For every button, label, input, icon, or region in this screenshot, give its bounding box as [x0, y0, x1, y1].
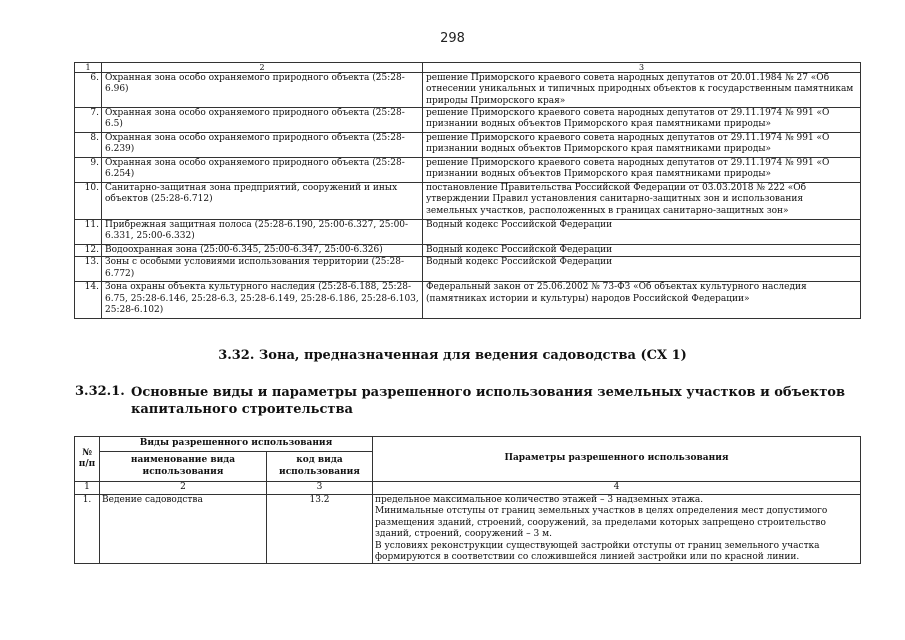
header-cell: 2	[102, 63, 423, 73]
legal-basis: Федеральный закон от 25.06.2002 № 73-ФЗ «Об объектах культурного наследия (памятниках истории и культуры) народов Российской Федерации»	[423, 282, 861, 319]
row-number: 1.	[75, 495, 100, 564]
zone-name: Охранная зона особо охраняемого природного объекта (25:28-6.254)	[102, 158, 423, 183]
parameter-text: предельное максимальное количество этажей – 3 надземных этажа.	[375, 495, 704, 505]
row-number: 13.	[75, 257, 102, 282]
legal-basis: Водный кодекс Российской Федерации	[423, 257, 861, 282]
row-number: 9.	[75, 158, 102, 183]
table-row	[75, 220, 861, 245]
row-number: 8.	[75, 133, 102, 158]
table-row	[75, 257, 861, 282]
legal-basis: Водный кодекс Российской Федерации	[423, 220, 861, 245]
zone-name: Санитарно-защитная зона предприятий, сооружений и иных объектов (25:28-6.712)	[102, 183, 423, 220]
table-row	[75, 245, 861, 257]
table-row	[75, 108, 861, 133]
parameter-text: Минимальные отступы от границ земельных участков в целях определения мест допустимого размещения зданий, строений, сооружений, за пределами которых запрещено строительство зданий, строений, сооружений – 3 м.	[375, 506, 828, 540]
use-parameters	[373, 495, 861, 564]
header-use-name: наименование вида использования	[100, 452, 267, 482]
zone-name: Зона охраны объекта культурного наследия (25:28-6.188, 25:28-6.75, 25:28-6.146, 25:28-6.3, 25:28-6.149, 25:28-6.186, 25:28-6.103, 25:28-6.102)	[102, 282, 423, 319]
legal-basis: решение Приморского краевого совета народных депутатов от 20.01.1984 № 27 «Об отнесении уникальных и типичных природных объектов к государственным памятникам природы Приморского края»	[423, 73, 861, 108]
zone-name: Охранная зона особо охраняемого природного объекта (25:28-6.96)	[102, 73, 423, 108]
table-row	[75, 183, 861, 220]
subsection-title: Основные виды и параметры разрешенного использования земельных участков и объектов капитального строительства	[131, 385, 845, 417]
header-cell: 3	[423, 63, 861, 73]
index-cell: 1	[75, 482, 100, 495]
use-code: 13.2	[267, 495, 373, 564]
table-row	[75, 73, 861, 108]
legal-basis: Водный кодекс Российской Федерации	[423, 245, 861, 257]
zone-name: Охранная зона особо охраняемого природного объекта (25:28-6.239)	[102, 133, 423, 158]
use-name: Ведение садоводства	[100, 495, 267, 564]
permitted-use-table	[74, 436, 861, 564]
table-row	[75, 282, 861, 319]
zone-name: Охранная зона особо охраняемого природного объекта (25:28-6.5)	[102, 108, 423, 133]
table-index-row	[75, 482, 861, 495]
header-use-code: код вида использования	[267, 452, 373, 482]
index-cell: 2	[100, 482, 267, 495]
legal-basis: постановление Правительства Российской Федерации от 03.03.2018 № 222 «Об утверждении Правил установления санитарно-защитных зон и использования земельных участков, расположенных в границах санитарно-защитных зон»	[423, 183, 861, 220]
index-cell: 4	[373, 482, 861, 495]
parameter-text: В условиях реконструкции существующей застройки отступы от границ земельного участка формируются в соответствии со сложившейся линией застройки или по красной линии.	[375, 540, 820, 563]
row-number: 7.	[75, 108, 102, 133]
zone-restrictions-table	[74, 62, 861, 319]
zone-name: Прибрежная защитная полоса (25:28-6.190, 25:00-6.327, 25:00-6.331, 25:00-6.332)	[102, 220, 423, 245]
header-parameters: Параметры разрешенного использования	[373, 437, 861, 482]
table-row	[75, 158, 861, 183]
row-number: 14.	[75, 282, 102, 319]
row-number: 6.	[75, 73, 102, 108]
table-row	[75, 495, 861, 564]
index-cell: 3	[267, 482, 373, 495]
header-number: № п/п	[75, 437, 100, 482]
legal-basis: решение Приморского краевого совета народных депутатов от 29.11.1974 № 991 «О признании водных объектов Приморского края памятниками природы»	[423, 158, 861, 183]
subsection-number: 3.32.1.	[75, 384, 125, 399]
zone-name: Зоны с особыми условиями использования территории (25:28-6.772)	[102, 257, 423, 282]
page-number: 298	[440, 31, 465, 46]
row-number: 11.	[75, 220, 102, 245]
section-heading: 3.32. Зона, предназначенная для ведения садоводства (СХ 1)	[218, 348, 687, 363]
row-number: 10.	[75, 183, 102, 220]
table-header-row	[75, 63, 861, 73]
row-number: 12.	[75, 245, 102, 257]
legal-basis: решение Приморского краевого совета народных депутатов от 29.11.1974 № 991 «О признании водных объектов Приморского края памятниками природы»	[423, 133, 861, 158]
legal-basis: решение Приморского краевого совета народных депутатов от 29.11.1974 № 991 «О признании водных объектов Приморского края памятниками природы»	[423, 108, 861, 133]
header-use-types: Виды разрешенного использования	[100, 437, 373, 452]
table-row	[75, 133, 861, 158]
zone-name: Водоохранная зона (25:00-6.345, 25:00-6.347, 25:00-6.326)	[102, 245, 423, 257]
header-cell: 1	[75, 63, 102, 73]
